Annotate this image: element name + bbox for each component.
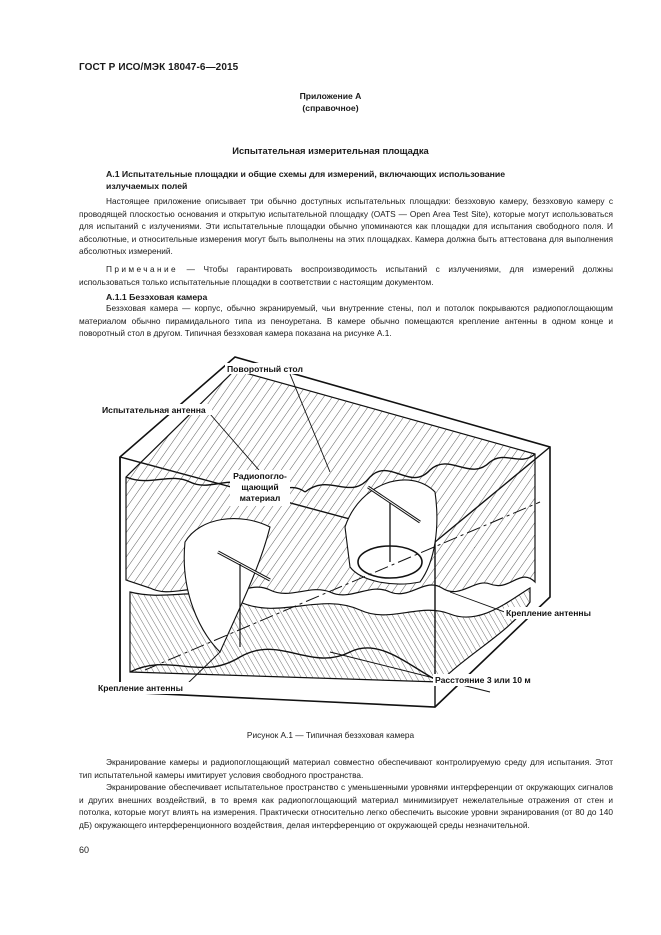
appendix-subtitle: (справочное) bbox=[302, 103, 359, 113]
a1-paragraph-text: Настоящее приложение описывает три обычно доступных испытательных площадки: безэховую камеру, безэховую камеру с проводящей плоскостью основания и открытую испытательной площадку (OATS — Open Area Test Site), которые могут использоваться для испытаний с излучениями. Эти испытательные площадки обычно упоминаются как площадки для испытания свободного поля. И абсолютные, и относительные измерения могут быть выполнены на этих площадках. Камера должна быть аттестована для выполнения абсолютных измерений. bbox=[79, 196, 613, 257]
document-header: ГОСТ Р ИСО/МЭК 18047-6—2015 bbox=[79, 62, 239, 73]
a11-paragraph-text: Безэховая камера — корпус, обычно экранируемый, чьи внутренние стены, пол и потолок покрываются радиопоглощающим материалом обычно пирамидального типа из пеноуретана. В камере обычно помещаются крепление антенны в одном конце и поворотный стол в другом. Типичная безэховая камера показана на рисунке А.1. bbox=[79, 303, 613, 339]
label-absorber-2: щающий bbox=[241, 482, 279, 492]
figure-anechoic-chamber bbox=[90, 352, 591, 727]
chamber-drawing bbox=[90, 352, 591, 722]
a11-heading: А.1.1 Безэховая камера bbox=[106, 292, 208, 302]
a1-heading-line1: А.1 Испытательные площадки и общие схемы для измерений, включающих использование bbox=[106, 169, 506, 179]
section-title: Испытательная измерительная площадка bbox=[232, 145, 429, 156]
label-test-antenna: Испытательная антенна bbox=[102, 405, 206, 415]
label-turntable: Поворотный стол bbox=[227, 364, 303, 374]
label-mount-left: Крепление антенны bbox=[98, 683, 183, 693]
label-absorber-1: Радиопогло- bbox=[233, 471, 287, 481]
a1-heading bbox=[106, 168, 606, 192]
label-mount-right: Крепление антенны bbox=[506, 608, 591, 618]
note-text: — Чтобы гарантировать воспроизводимость испытаний с излучениями, для измерений должны использоваться только испытательные площадки в соответствии с настоящим документом. bbox=[79, 264, 613, 287]
after-paragraph-1-text: Экранирование камеры и радиопоглощающий материал совместно обеспечивают контролируемую среду для испытания. Этот тип испытательной камеры имитирует условия свободного пространства. bbox=[79, 757, 613, 780]
after-paragraph-2 bbox=[79, 781, 613, 831]
a1-heading-line2: излучаемых полей bbox=[106, 181, 188, 191]
after-paragraph-1 bbox=[79, 756, 613, 781]
after-paragraph-2-text: Экранирование обеспечивает испытательное пространство с уменьшенными уровнями интерференции от окружающих сигналов и других внешних воздействий, в то время как радиопоглощающий материал минимизирует нежелательные отражения от стен и потолка, которые могут влиять на измерения. Практически относительно легко обеспечить высокие уровни экранирования (от 80 до 140 дБ) окружающего интерференционного воздействия, делая интерференцию от окружающей среды незначительной. bbox=[79, 782, 613, 830]
a1-paragraph bbox=[79, 195, 613, 258]
page-number: 60 bbox=[79, 845, 90, 855]
a1-note bbox=[79, 263, 613, 288]
label-absorber-3: материал bbox=[239, 493, 281, 503]
appendix-title: Приложение А bbox=[299, 91, 362, 101]
label-distance: Расстояние 3 или 10 м bbox=[435, 675, 531, 685]
figure-caption: Рисунок А.1 — Типичная безэховая камера bbox=[246, 730, 415, 740]
a11-paragraph bbox=[79, 302, 613, 340]
note-lead: Примечание bbox=[106, 264, 179, 274]
